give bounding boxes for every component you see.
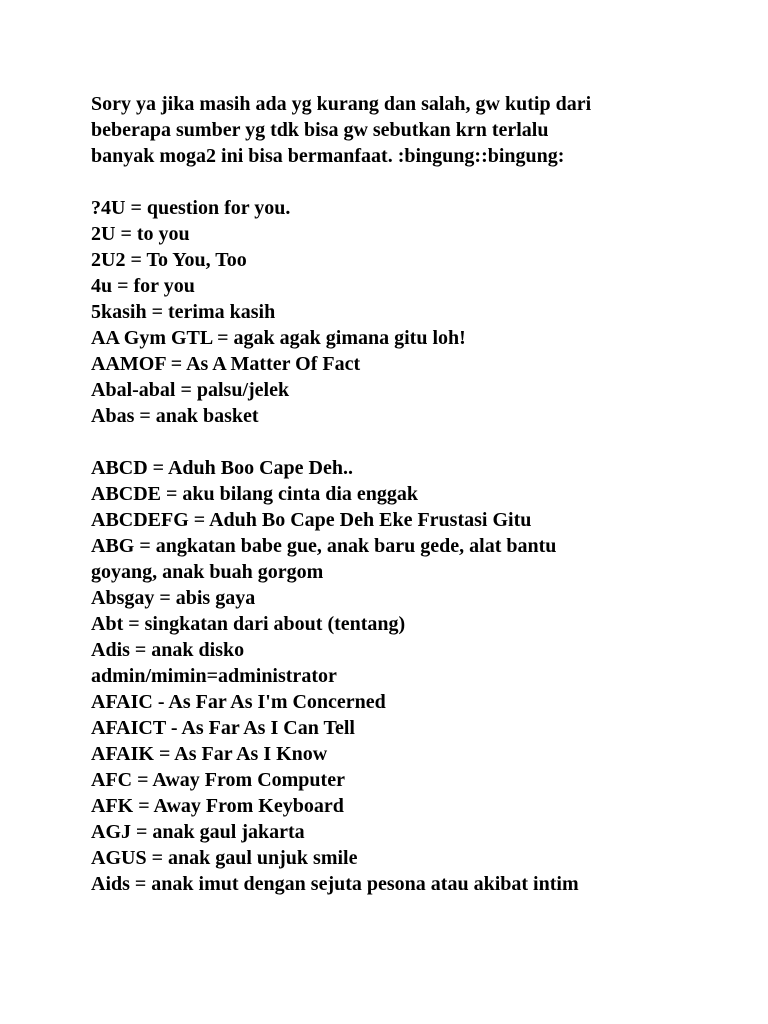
abbreviation-entry: Abas = anak basket	[91, 405, 259, 427]
intro-line: beberapa sumber yg tdk bisa gw sebutkan krn terlalu	[91, 119, 549, 141]
document-page	[91, 91, 691, 897]
abbreviation-entry: AGJ = anak gaul jakarta	[91, 821, 305, 843]
abbreviation-entry: Adis = anak disko	[91, 639, 245, 661]
abbreviation-entry: AFK = Away From Keyboard	[91, 795, 344, 817]
paragraph-gap	[91, 169, 691, 195]
paragraph-gap	[91, 429, 691, 455]
abbreviation-entry: Absgay = abis gaya	[91, 587, 256, 609]
abbreviation-entry: admin/mimin=administrator	[91, 665, 337, 687]
abbreviation-entry: ?4U = question for you.	[91, 197, 291, 219]
abbreviation-entry: Abt = singkatan dari about (tentang)	[91, 613, 406, 635]
intro-line: banyak moga2 ini bisa bermanfaat. :bingung::bingung:	[91, 145, 565, 167]
intro-paragraph	[91, 91, 691, 169]
abbreviation-entry: ABCD = Aduh Boo Cape Deh..	[91, 457, 354, 479]
abbreviation-entry: 5kasih = terima kasih	[91, 301, 276, 323]
abbreviation-entry: AFAICT - As Far As I Can Tell	[91, 717, 355, 739]
abbreviation-entry: 2U = to you	[91, 223, 190, 245]
abbreviation-entry: AAMOF = As A Matter Of Fact	[91, 353, 361, 375]
abbreviation-group-1	[91, 195, 691, 429]
abbreviation-group-2	[91, 455, 691, 897]
abbreviation-entry: Abal-abal = palsu/jelek	[91, 379, 290, 401]
abbreviation-entry: 2U2 = To You, Too	[91, 249, 247, 271]
abbreviation-entry: AA Gym GTL = agak agak gimana gitu loh!	[91, 327, 466, 349]
abbreviation-entry: ABCDEFG = Aduh Bo Cape Deh Eke Frustasi Gitu	[91, 509, 532, 531]
intro-line: Sory ya jika masih ada yg kurang dan salah, gw kutip dari	[91, 93, 592, 115]
abbreviation-entry: AFC = Away From Computer	[91, 769, 345, 791]
abbreviation-entry: AFAIK = As Far As I Know	[91, 743, 328, 765]
abbreviation-entry: Aids = anak imut dengan sejuta pesona atau akibat intim	[91, 873, 579, 895]
abbreviation-entry: ABCDE = aku bilang cinta dia enggak	[91, 483, 419, 505]
abbreviation-entry-continued: goyang, anak buah gorgom	[91, 561, 324, 583]
abbreviation-entry: AFAIC - As Far As I'm Concerned	[91, 691, 386, 713]
abbreviation-entry: 4u = for you	[91, 275, 195, 297]
abbreviation-entry: ABG = angkatan babe gue, anak baru gede, alat bantu	[91, 535, 557, 557]
abbreviation-entry: AGUS = anak gaul unjuk smile	[91, 847, 358, 869]
